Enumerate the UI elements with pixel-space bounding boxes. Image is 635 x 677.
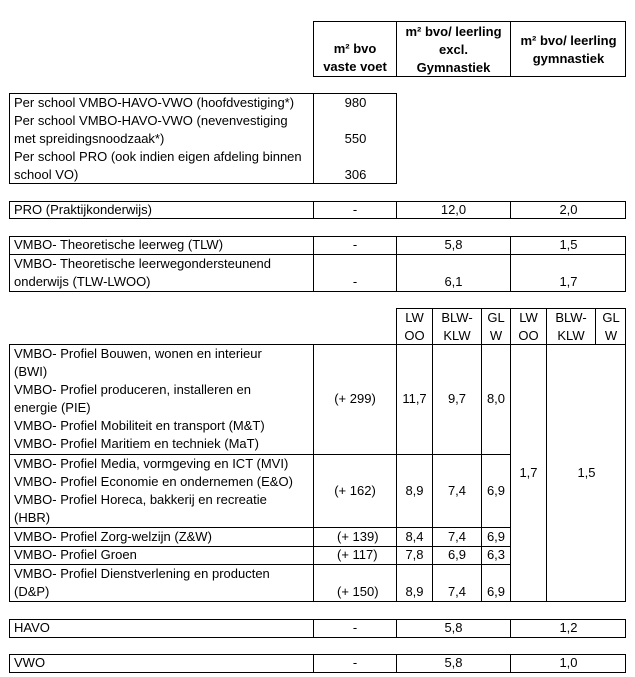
sub-glw-gym: GL W (602, 310, 620, 343)
sub-lwoo-gym: LW OO (518, 310, 539, 343)
header-gymnastiek: m² bvo/ leerling gymnastiek (520, 33, 617, 66)
profile-g3-vaste: (+ 139) (337, 529, 379, 544)
profile-g1-blw: 9,7 (447, 391, 467, 406)
sub-lwoo: LW OO (404, 310, 425, 343)
tlwlwoo-vaste: - (352, 274, 358, 289)
pro-label: PRO (Praktijkonderwijs) (14, 202, 152, 217)
tlwlwoo-excl: 6,1 (444, 274, 463, 289)
pro-excl: 12,0 (440, 202, 467, 217)
profile-g1-lwoo: 11,7 (402, 391, 427, 406)
sub-blwklw-gym: BLW- KLW (555, 310, 587, 343)
header-excl-gymnastiek: m² bvo/ leerling excl. Gymnastiek (405, 24, 502, 75)
sub-glw: GL W (487, 310, 505, 343)
profile-g3-label: VMBO- Profiel Zorg-welzijn (Z&W) (14, 529, 212, 544)
vwo-gym: 1,0 (559, 655, 578, 670)
profile-g5-lwoo: 8,9 (405, 584, 424, 599)
pro-vaste: - (352, 202, 358, 217)
profile-g4-vaste: (+ 117) (337, 547, 378, 562)
profile-g1-labels: VMBO- Profiel Bouwen, wonen en interieur (BWI) VMBO- Profiel produceren, installeren en energie (PIE) VMBO- Profiel Mobiliteit en transport (M&T) VMBO- Profiel Maritiem en techniek (MaT) (14, 346, 265, 451)
tlw-vaste: - (352, 237, 358, 252)
base-labels: Per school VMBO-HAVO-VWO (hoofdvestiging*) Per school VMBO-HAVO-VWO (nevenvestiging met spreidingsnoodzaak*) Per school PRO (ook indien eigen afdeling binnen school VO) (14, 95, 302, 182)
havo-label: HAVO (14, 620, 50, 635)
profile-g2-lwoo: 8,9 (405, 483, 424, 498)
base-value-hoofd: 980 (344, 95, 367, 110)
tlw-gym: 1,5 (559, 237, 578, 252)
profile-g3-lwoo: 8,4 (405, 529, 424, 544)
havo-excl: 5,8 (444, 620, 463, 635)
base-value-pro: 306 (344, 167, 367, 182)
havo-gym: 1,2 (559, 620, 578, 635)
profile-g4-lwoo: 7,8 (405, 547, 424, 562)
profile-g2-vaste: (+ 162) (334, 483, 376, 498)
profile-gym-blw: 1,5 (577, 465, 596, 480)
vwo-vaste: - (352, 655, 358, 670)
profile-g2-glw: 6,9 (486, 483, 506, 498)
header-vaste-voet: m² bvo vaste voet (323, 41, 387, 74)
tlwlwoo-label: VMBO- Theoretische leerwegondersteunend onderwijs (TLW-LWOO) (14, 256, 272, 289)
profile-g5-labels: VMBO- Profiel Dienstverlening en producten (D&P) (14, 566, 270, 599)
pro-gym: 2,0 (559, 202, 578, 217)
profile-g4-blw: 6,9 (447, 547, 467, 562)
tlw-excl: 5,8 (444, 237, 463, 252)
profile-g4-label: VMBO- Profiel Groen (14, 547, 137, 562)
tlw-label: VMBO- Theoretische leerweg (TLW) (14, 237, 224, 252)
tlwlwoo-gym: 1,7 (559, 274, 578, 289)
profile-g2-labels: VMBO- Profiel Media, vormgeving en ICT (MVI) VMBO- Profiel Economie en ondernemen (E&O) VMBO- Profiel Horeca, bakkerij en recreatie (HBR) (14, 456, 293, 525)
sub-blwklw: BLW- KLW (441, 310, 473, 343)
profile-g1-vaste: (+ 299) (334, 391, 376, 406)
profile-g5-vaste: (+ 150) (337, 584, 379, 599)
profile-g5-glw: 6,9 (486, 584, 506, 599)
profile-g1-glw: 8,0 (486, 391, 506, 406)
vwo-excl: 5,8 (444, 655, 463, 670)
profile-g3-glw: 6,9 (486, 529, 506, 544)
base-value-neven: 550 (344, 131, 367, 146)
profile-g5-blw: 7,4 (447, 584, 467, 599)
vwo-label: VWO (14, 655, 46, 670)
profile-g2-blw: 7,4 (447, 483, 467, 498)
profile-gym-lwoo: 1,7 (519, 465, 538, 480)
havo-vaste: - (352, 620, 358, 635)
profile-g4-glw: 6,3 (486, 547, 506, 562)
profile-g3-blw: 7,4 (447, 529, 467, 544)
